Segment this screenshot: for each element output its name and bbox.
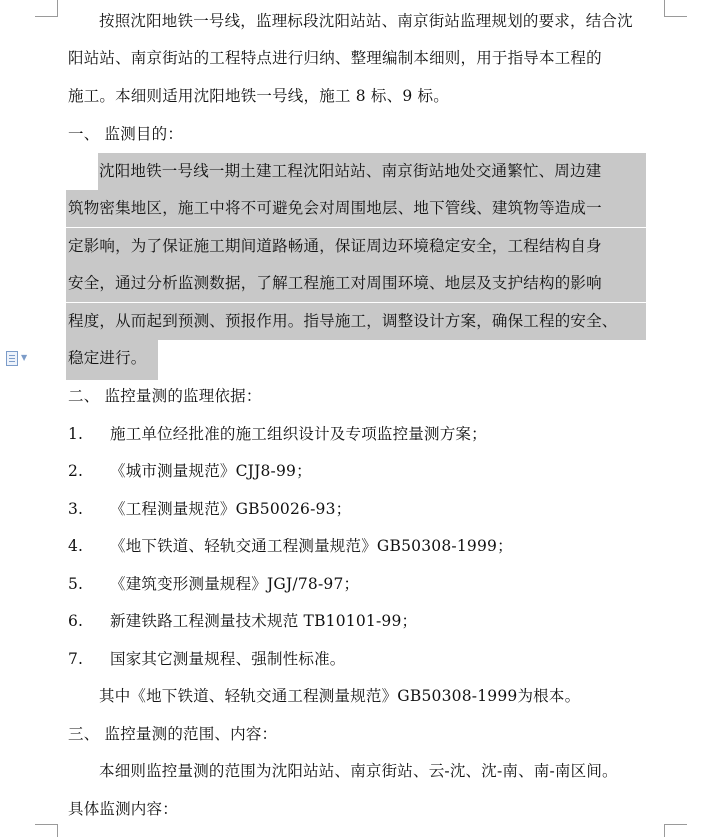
intro-line[interactable]: 按照沈阳地铁一号线，监理标段沈阳站站、南京街站监理规划的要求，结合沈	[99, 12, 633, 30]
section-heading[interactable]: 二、 监控量测的监理依据：	[68, 387, 262, 405]
list-number: 5.	[68, 575, 84, 593]
list-text: 《城市测量规范》CJJ8-99；	[110, 462, 312, 480]
list-item[interactable]	[68, 491, 351, 528]
list-text: 国家其它测量规程、强制性标准。	[110, 650, 346, 668]
list-number: 2.	[68, 462, 84, 480]
intro-line[interactable]: 阳站站、南京街站的工程特点进行归纳、整理编制本细则，用于指导本工程的	[68, 49, 602, 67]
body-line[interactable]: 本细则监控量测的范围为沈阳站站、南京街站、云-沈、沈-南、南-南区间。	[99, 762, 618, 780]
list-item[interactable]	[68, 453, 312, 490]
list-text: 施工单位经批准的施工组织设计及专项监控量测方案；	[110, 425, 487, 443]
list-text: 《工程测量规范》GB50026-93；	[110, 500, 352, 518]
body-line[interactable]: 具体监测内容：	[68, 800, 178, 818]
list-item[interactable]	[68, 528, 513, 565]
list-number: 3.	[68, 500, 84, 518]
intro-line[interactable]: 施工。本细则适用沈阳地铁一号线，施工 8 标、9 标。	[68, 87, 449, 105]
document-icon[interactable]: ▼	[6, 351, 32, 367]
list-item[interactable]	[68, 416, 487, 453]
page-corner-mark	[664, 824, 687, 837]
page-corner-mark	[35, 0, 58, 17]
body-line[interactable]: 定影响，为了保证施工期间道路畅通，保证周边环境稳定安全，工程结构自身	[68, 237, 602, 255]
list-number: 1.	[68, 425, 84, 443]
body-line[interactable]: 安全，通过分析监测数据，了解工程施工对周围环境、地层及支护结构的影响	[68, 274, 602, 292]
body-line[interactable]: 沈阳地铁一号线一期土建工程沈阳站站、南京街站地处交通繁忙、周边建	[99, 162, 602, 180]
list-item[interactable]	[68, 641, 346, 678]
list-text: 新建铁路工程测量技术规范 TB10101-99；	[110, 612, 418, 630]
list-item[interactable]	[68, 566, 359, 603]
section-heading[interactable]: 三、 监控量测的范围、内容：	[68, 725, 278, 743]
list-item[interactable]	[68, 603, 417, 640]
body-line[interactable]: 筑物密集地区，施工中将不可避免会对周围地层、地下管线、建筑物等造成一	[68, 199, 602, 217]
page-corner-mark	[664, 0, 687, 17]
list-number: 4.	[68, 537, 84, 555]
list-text: 《建筑变形测量规程》JGJ/78-97；	[110, 575, 360, 593]
body-line[interactable]: 程度，从而起到预测、预报作用。指导施工，调整设计方案，确保工程的安全、	[68, 312, 618, 330]
list-text: 《地下铁道、轻轨交通工程测量规范》GB50308-1999；	[110, 537, 513, 555]
page-corner-mark	[35, 824, 58, 837]
list-number: 6.	[68, 612, 84, 630]
list-number: 7.	[68, 650, 84, 668]
body-line[interactable]: 其中《地下铁道、轻轨交通工程测量规范》GB50308-1999为根本。	[99, 687, 581, 705]
body-line[interactable]: 稳定进行。	[68, 349, 147, 367]
section-heading[interactable]: 一、 监测目的：	[68, 125, 184, 143]
